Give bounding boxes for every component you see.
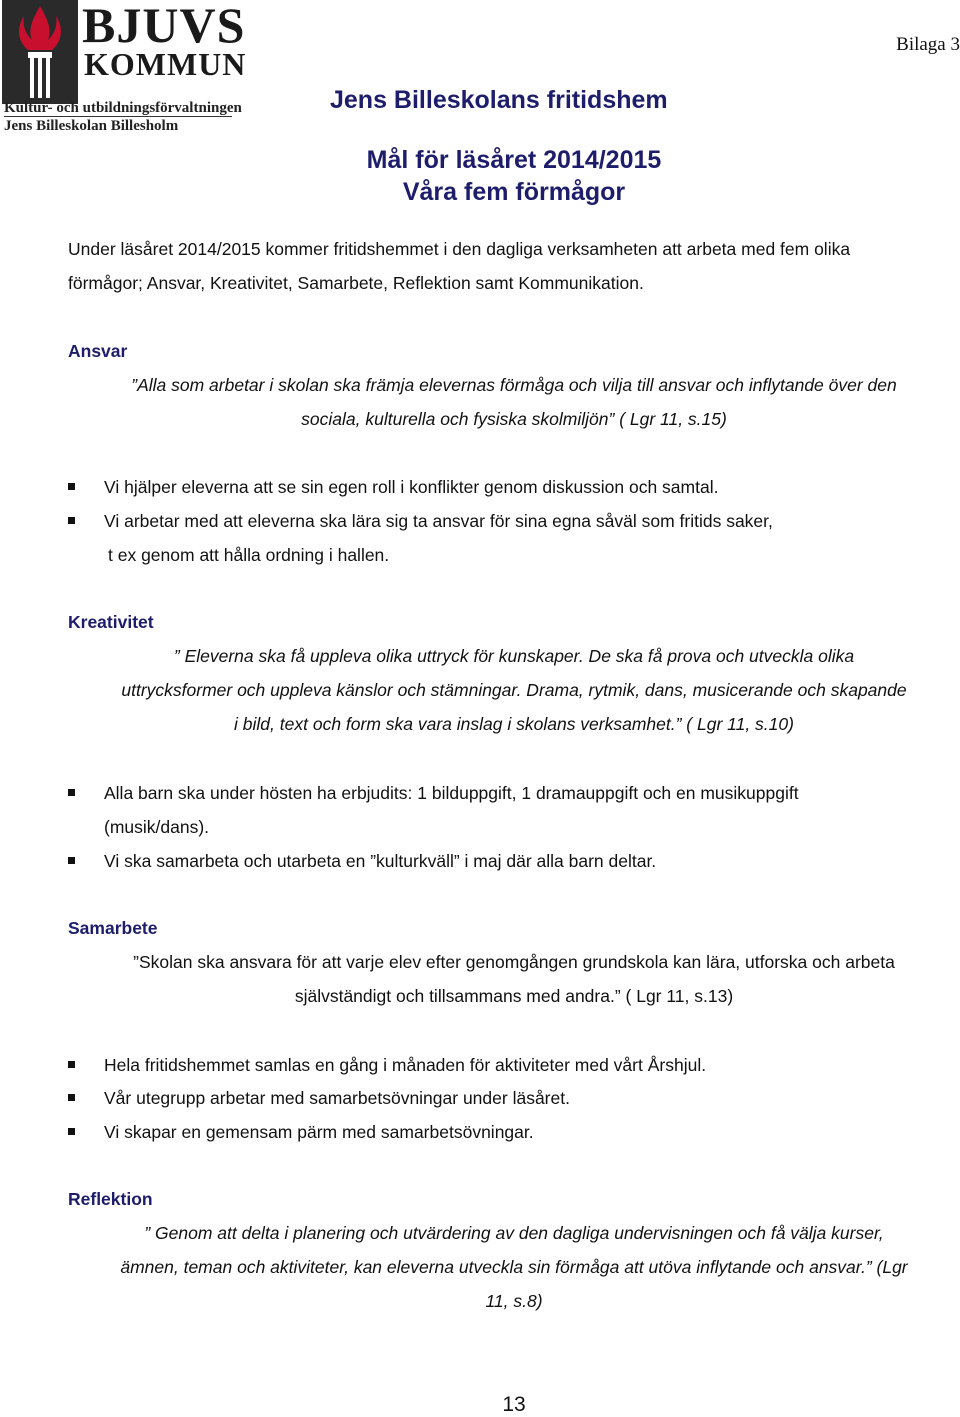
bullet-marker (68, 789, 75, 796)
intro-line: Under läsåret 2014/2015 kommer fritidshemmet i den dagliga verksamheten att arbeta med fem olika (68, 239, 851, 259)
section-heading-samarbete: Samarbete (68, 918, 158, 938)
intro-line: förmågor; Ansvar, Kreativitet, Samarbete, Reflektion samt Kommunikation. (68, 273, 644, 293)
bullet-marker (68, 1128, 75, 1135)
list-item: Vår utegrupp arbetar med samarbetsövningar under läsåret. (104, 1088, 570, 1108)
section-heading-kreativitet: Kreativitet (68, 612, 154, 632)
quote-line: sociala, kulturella och fysiska skolmiljön” ( Lgr 11, s.15) (301, 409, 727, 429)
page-number: 13 (502, 1393, 526, 1416)
quote-line: ”Skolan ska ansvara för att varje elev efter genomgången grundskola kan lära, utforska och arbeta (133, 952, 895, 972)
appendix-label: Bilaga 3 (896, 34, 960, 55)
school-title: Jens Billeskolans fritidshem (330, 86, 668, 114)
list-item: Alla barn ska under hösten ha erbjudits: 1 bilduppgift, 1 dramauppgift och en musikuppgift (104, 783, 799, 803)
goal-title: Mål för läsåret 2014/2015 (366, 146, 662, 174)
bullet-marker (68, 857, 75, 864)
logo-divider (4, 116, 232, 117)
coat-of-arms-icon (2, 0, 78, 104)
logo-department: Kultur- och utbildningsförvaltningen (4, 100, 242, 116)
bullet-marker (68, 1094, 75, 1101)
municipality-logo (0, 0, 247, 140)
quote-line: ” Genom att delta i planering och utvärdering av den dagliga undervisningen och få välja kurser, (144, 1223, 884, 1243)
list-item: Vi ska samarbeta och utarbeta en ”kulturkväll” i maj där alla barn deltar. (104, 851, 657, 871)
bullet-marker (68, 1061, 75, 1068)
quote-line: uttrycksformer och uppleva känslor och stämningar. Drama, rytmik, dans, musicerande och skapande (121, 680, 907, 700)
list-item: Vi arbetar med att eleverna ska lära sig ta ansvar för sina egna såväl som fritids saker, (104, 511, 773, 531)
quote-line: i bild, text och form ska vara inslag i skolans verksamhet.” ( Lgr 11, s.10) (234, 714, 794, 734)
section-heading-ansvar: Ansvar (68, 341, 128, 361)
quote-line: ” Eleverna ska få uppleva olika uttryck för kunskaper. De ska få prova och utveckla olika (173, 646, 855, 666)
abilities-title: Våra fem förmågor (402, 178, 626, 206)
list-item: Vi hjälper eleverna att se sin egen roll i konflikter genom diskussion och samtal. (104, 477, 719, 497)
logo-brand-top: BJUVS (82, 0, 246, 53)
quote-line: självständigt och tillsammans med andra.” ( Lgr 11, s.13) (294, 986, 734, 1006)
bullet-marker (68, 517, 75, 524)
list-item: Hela fritidshemmet samlas en gång i månaden för aktiviteter med vårt Årshjul. (104, 1055, 707, 1075)
bullet-marker (68, 483, 75, 490)
quote-line: ”Alla som arbetar i skolan ska främja elevernas förmåga och vilja till ansvar och inflytande över den (131, 375, 897, 395)
list-item-continuation: (musik/dans). (104, 817, 210, 837)
logo-school: Jens Billeskolan Billesholm (4, 118, 179, 134)
quote-line: ämnen, teman och aktiviteter, kan eleverna utveckla sin förmåga att utöva inflytande och ansvar.” (Lgr (120, 1257, 908, 1277)
logo-brand-bottom: KOMMUN (84, 46, 247, 82)
quote-line: 11, s.8) (485, 1291, 543, 1311)
list-item-continuation: t ex genom att hålla ordning i hallen. (108, 545, 390, 565)
section-heading-reflektion: Reflektion (68, 1189, 153, 1209)
list-item: Vi skapar en gemensam pärm med samarbetsövningar. (104, 1122, 534, 1142)
